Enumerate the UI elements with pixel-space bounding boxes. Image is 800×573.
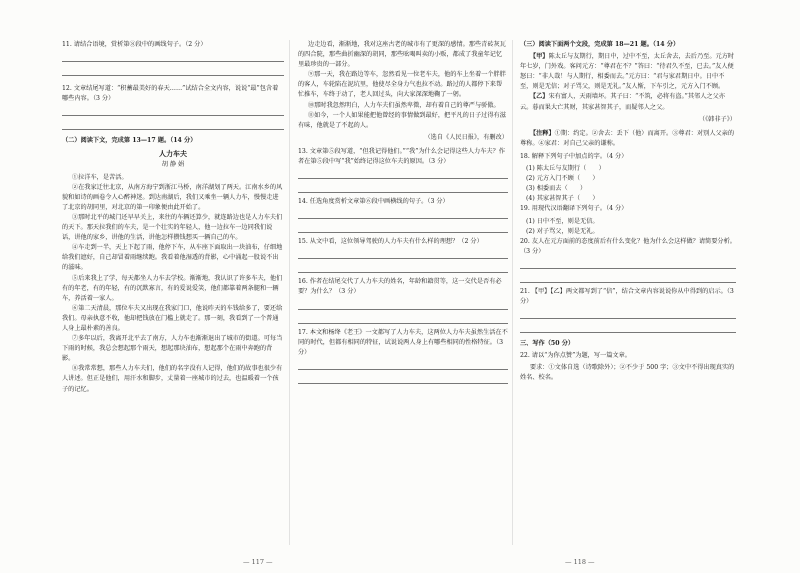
- text-a-label: 【甲】: [529, 53, 549, 61]
- story-body: [62, 173, 284, 395]
- page-divider: [289, 40, 290, 545]
- question-21: 21. 【甲】【乙】两文都写到了“信”，结合文章内容说说你从中得到的启示。（3 分）: [520, 287, 734, 305]
- left-column: [62, 40, 284, 395]
- story-paragraph: ③那时北平的城门还早早关上，来往的车辆还算少，就连路边也是人力车夫们的天下。那天拉我们的车夫，是一个壮实的年轻人，他一边拉车一边同我们说话，讲他的家乡，讲他的生活，讲他怎样攒钱想买一辆自己的车。: [62, 213, 283, 242]
- question-19-items: [520, 217, 736, 237]
- question-18-item: (3) 相委而去（ ）: [526, 185, 587, 193]
- answer-line[interactable]: [298, 300, 508, 310]
- story-paragraph: ⑦多年以后，我离开北平去了南方，人力车也渐渐退出了城市的街道。可每当下雨的时候，我总会想起那个雨天，想起那块油布，想起那个在雨中奔跑的背影。: [62, 335, 283, 363]
- question-17: 17. 本文和杨绛《老王》一文都写了人力车夫，这两位人力车夫虽然生活在不同的时代，但都有相同的特征，试说说两人身上有哪些相同的性格特征。（3 分）: [298, 328, 508, 356]
- text-b-body: 宋有富人，天雨墙坏。其子曰：“不筑，必将有盗。”其邻人之父亦云。暮而果大亡其财，其家甚智其子，而疑邻人之父。: [520, 93, 725, 111]
- answer-line[interactable]: [520, 309, 736, 319]
- answer-line[interactable]: [62, 120, 284, 130]
- page-number-right: — 118 —: [565, 558, 595, 566]
- answer-line[interactable]: [520, 323, 736, 333]
- question-18-item: (2) 元方入门不顾（ ）: [526, 175, 599, 183]
- question-16: 16. 作者在结尾交代了人力车夫的姓名，年龄和籍贯等，这一交代是否有必要？为什么？（3 分）: [298, 278, 502, 296]
- question-14: 14. 任选角度赏析文章第⑥段中画横线的句子。（3 分）: [298, 198, 449, 206]
- answer-line[interactable]: [62, 52, 284, 62]
- answer-line[interactable]: [62, 66, 284, 76]
- section-2-header: （二）阅读下文，完成第 13—17 题。（14 分）: [62, 137, 197, 145]
- text-a-body: 陈太丘与友期行，期日中，过中不至，太丘舍去，去后乃至。元方时年七岁，门外戏。客问元方：“尊君在不？”答曰：“待君久不至，已去。”友人便怒曰：“非人哉！与人期行，相委而去。”元方曰：“君与家君期日中。日中不至，则是无信；对子骂父，则是无礼。”友人惭，下车引之，元方入门不顾。: [520, 53, 735, 91]
- question-13: 13. 文章第⑤段写道，“但我记得他们。”“我”为什么会记得这些人力车夫？作者在第⑤段中写“我”始终记得这位车夫的原因。（3 分）: [298, 147, 505, 166]
- story-paragraph: ⑪如今，一个人如果能把他曾经的事情做到最好，把平凡的日子过得有滋有味，他就是了不起的人。: [298, 111, 506, 129]
- answer-line[interactable]: [520, 273, 736, 283]
- question-22-requirements: 要求：①文体自选（诗歌除外）；②不少于 500 字；③文中不得出现真实的姓名、校名。: [520, 364, 735, 382]
- story-paragraph: ⑥第二天清晨，那位车夫又出现在我家门口，他说昨天的车钱给多了，要还给我们。母亲执意不收，他却把钱放在门槛上就走了。那一刻，我看到了一个普通人身上最朴素的善良。: [62, 304, 283, 332]
- question-18: 18. 解释下列句子中加点的字。（4 分）: [520, 152, 628, 160]
- story-title: 人力车夫: [159, 149, 187, 159]
- story-paragraph: ⑩那时我忽然明白，人力车夫们虽然卑微，却有着自己的尊严与骄傲。: [307, 101, 500, 109]
- section-4-header: 三、写作（50 分）: [520, 340, 575, 348]
- question-20: 20. 友人在元方面前的态度前后有什么变化？他为什么会这样做？请简要分析。（3 分）: [520, 237, 736, 255]
- story-source: （选自《人民日报》，有删改）: [424, 133, 508, 141]
- answer-line[interactable]: [62, 106, 284, 116]
- notes-label: 【注释】: [529, 129, 555, 137]
- story-paragraph: ⑨那一天，我在路边等车，忽然看见一位老车夫，他的车上坐着一个胖胖的客人，车轮陷在泥坑里，他使尽全身力气也拉不动。路过的人都停下来帮忙推车，车终于动了，老人回过头，向大家深深地鞠了一躬。: [298, 71, 506, 99]
- question-18-item: (1) 陈太丘与友期行（ ）: [526, 165, 605, 173]
- story-paragraph: ②在我家迁往北京，从南方海宁到浙江马桥，南洋湖划了两天。江南水乡的风貌和如诗的画卷令人心醉神迷。到达南湖后，我们又乘坐一辆人力车，慢慢走进了北京的胡同里，对北京的第一印象便由此开始了。: [62, 183, 283, 211]
- question-18-items: [520, 164, 736, 204]
- question-19-item: (1) 日中不至，则是无信。: [526, 217, 599, 225]
- text-b-source: （《韩非子》）: [698, 115, 736, 123]
- answer-line[interactable]: [298, 314, 508, 324]
- story-paragraph: ⑤后来我上了学，每天都坐人力车去学校。渐渐地，我认识了许多车夫，他们有的年老，有的年轻，有的沉默寡言，有的爱说爱笑，他们都靠着两条腿和一辆车，养活着一家人。: [62, 274, 283, 302]
- question-15: 15. 从文中看，这位领导驾驶的人力车夫有什么样的理想？（2 分）: [298, 238, 483, 246]
- notes-body: ①期：约定。②舍去：丢下（他）而离开。③尊君：对别人父亲的尊称。④家君：对自己父亲的谦称。: [520, 129, 735, 147]
- answer-line[interactable]: [298, 183, 508, 193]
- right-column: [520, 40, 736, 383]
- answer-line[interactable]: [298, 360, 508, 370]
- page-number-left: — 117 —: [243, 558, 273, 566]
- answer-line[interactable]: [298, 374, 508, 384]
- story-continued: [298, 40, 508, 131]
- page-divider: [512, 40, 513, 545]
- question-12: 12. 文章结尾写道：“积蓄最美好的春天……”试结合全文内容，说说“最”包含着哪些内容。（3 分）: [62, 85, 279, 103]
- story-paragraph: ④车走到一半，天上下起了雨，他停下车，从车座下面取出一块油布，仔细地给我们遮好，自己却冒着雨继续跑。我看着他湿透的背影，心中涌起一股说不出的滋味。: [62, 244, 283, 272]
- answer-line[interactable]: [298, 209, 508, 219]
- answer-line[interactable]: [298, 169, 508, 179]
- answer-line[interactable]: [520, 259, 736, 269]
- question-19-item: (2) 对子骂父，则是无礼。: [526, 227, 599, 235]
- answer-line[interactable]: [298, 249, 508, 259]
- story-author: 胡 静 娟: [161, 161, 185, 169]
- text-b-label: 【乙】: [529, 93, 549, 101]
- story-paragraph: ①拉洋车，是苦活。: [71, 173, 128, 181]
- story-paragraph: 边走边看，渐渐地，我对这座古老的城市有了更深的感情。那些青砖灰瓦的四合院，那些曲折幽深的胡同，那些吆喝叫卖的小贩，都成了我童年记忆里最珍贵的一部分。: [298, 41, 506, 69]
- question-22: 22. 请以“为你点赞”为题，写一篇文章。: [520, 352, 631, 360]
- question-11: 11. 请结合语境，赏析第⑧段中的画线句子。（2 分）: [62, 41, 207, 48]
- text-b: [520, 92, 736, 112]
- question-18-item: (4) 其家甚智其子（ ）: [526, 195, 599, 203]
- answer-line[interactable]: [298, 223, 508, 233]
- story-paragraph: ⑧我常常想，那些人力车夫们，他们的名字没有人记得，他们的故事也很少有人讲述。但正是他们，用汗水和脚步，丈量着一座城市的过去，也温暖着一个孩子的记忆。: [62, 365, 283, 393]
- text-a: [520, 52, 736, 92]
- answer-line[interactable]: [298, 263, 508, 273]
- middle-column: [298, 40, 508, 388]
- notes: [520, 129, 736, 149]
- section-3-header: （三）阅读下面两个文段，完成第 18—21 题。（14 分）: [520, 41, 680, 48]
- question-19: 19. 用现代汉语翻译下列句子。（4 分）: [520, 205, 628, 213]
